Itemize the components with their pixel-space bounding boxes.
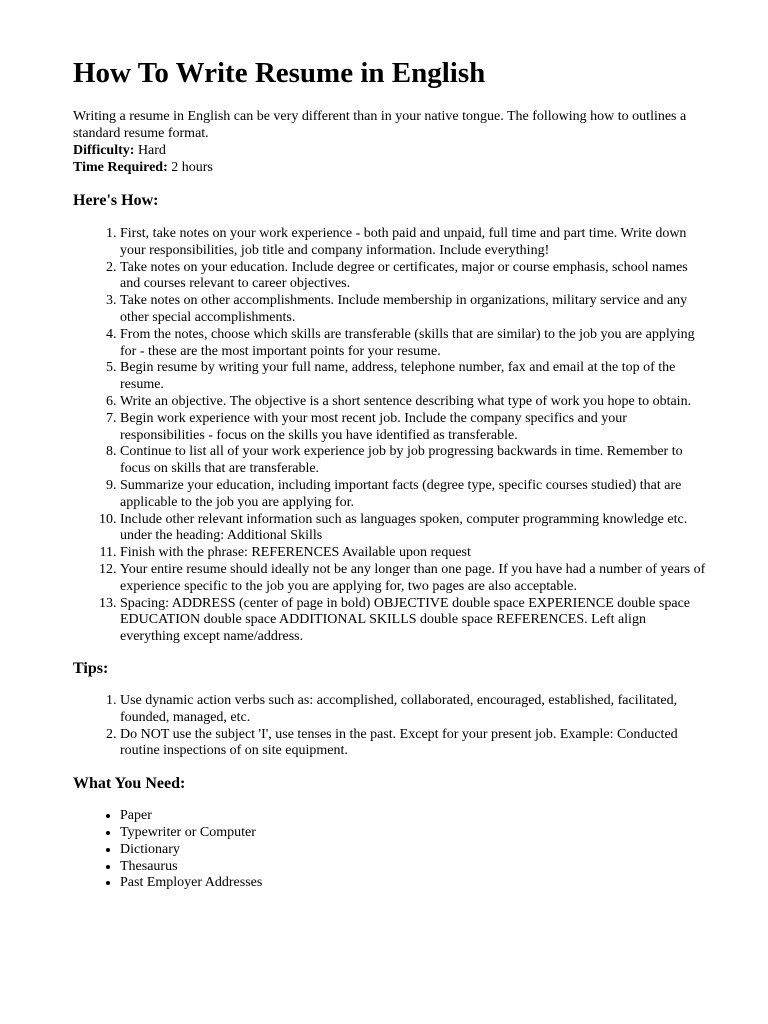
step-item: 13. Spacing: ADDRESS (center of page in bold) OBJECTIVE double space EXPERIENCE double space EDUCATION double space ADDITIONAL SKILLS double space REFERENCES. Left align everything except name/address. (120, 596, 708, 646)
step-item: 3. Take notes on other accomplishments. Include membership in organizations, military service and any other special accomplishments. (120, 293, 708, 327)
what-you-need-list (73, 808, 708, 892)
tips-heading: Tips: (73, 659, 109, 677)
need-item: • Paper (120, 808, 708, 825)
heres-how-heading: Here's How: (73, 192, 159, 209)
step-item: 10. Include other relevant information such as languages spoken, computer programming knowledge etc. under the heading: Additional Skills (120, 512, 708, 546)
steps-list (73, 226, 708, 646)
difficulty-label: Difficulty: (73, 143, 135, 158)
time-required-label: Time Required: (73, 160, 168, 175)
step-item: 11. Finish with the phrase: REFERENCES Available upon request (120, 545, 708, 562)
time-required-line (73, 159, 708, 176)
need-item: • Dictionary (120, 842, 708, 859)
what-you-need-heading: What You Need: (73, 775, 186, 793)
tip-item: 1. Use dynamic action verbs such as: accomplished, collaborated, encouraged, established, facilitated, founded, managed, etc. (120, 693, 708, 727)
page-title: How To Write Resume in English (73, 57, 486, 89)
need-item: • Past Employer Addresses (120, 875, 708, 892)
difficulty-line (73, 142, 708, 159)
step-item: 4. From the notes, choose which skills are transferable (skills that are similar) to the job you are applying for - these are the most important points for your resume. (120, 327, 708, 361)
step-item: 5. Begin resume by writing your full name, address, telephone number, fax and email at the top of the resume. (120, 360, 708, 394)
need-item: • Thesaurus (120, 859, 708, 876)
time-required-value: 2 hours (167, 160, 213, 175)
difficulty-value: Hard (134, 143, 166, 158)
step-item: 6. Write an objective. The objective is a short sentence describing what type of work you hope to obtain. (120, 394, 708, 411)
need-item: • Typewriter or Computer (120, 825, 708, 842)
tips-list (73, 693, 708, 760)
intro-paragraph: Writing a resume in English can be very different than in your native tongue. The following how to outlines a standard resume format. (73, 109, 687, 141)
step-item: 1. First, take notes on your work experience - both paid and unpaid, full time and part time. Write down your responsibilities, job title and company information. Include everything! (120, 226, 708, 260)
step-item: 7. Begin work experience with your most recent job. Include the company specifics and your responsibilities - focus on the skills you have identified as transferable. (120, 411, 708, 445)
step-item: 2. Take notes on your education. Include degree or certificates, major or course emphasis, school names and courses relevant to career objectives. (120, 260, 708, 294)
tip-item: 2. Do NOT use the subject 'I', use tenses in the past. Except for your present job. Example: Conducted routine inspections of on site equipment. (120, 727, 708, 761)
step-item: 8. Continue to list all of your work experience job by job progressing backwards in time. Remember to focus on skills that are transferable. (120, 444, 708, 478)
step-item: 12. Your entire resume should ideally not be any longer than one page. If you have had a number of years of experience specific to the job you are applying for, two pages are also acceptable. (120, 562, 708, 596)
step-item: 9. Summarize your education, including important facts (degree type, specific courses studied) that are applicable to the job you are applying for. (120, 478, 708, 512)
